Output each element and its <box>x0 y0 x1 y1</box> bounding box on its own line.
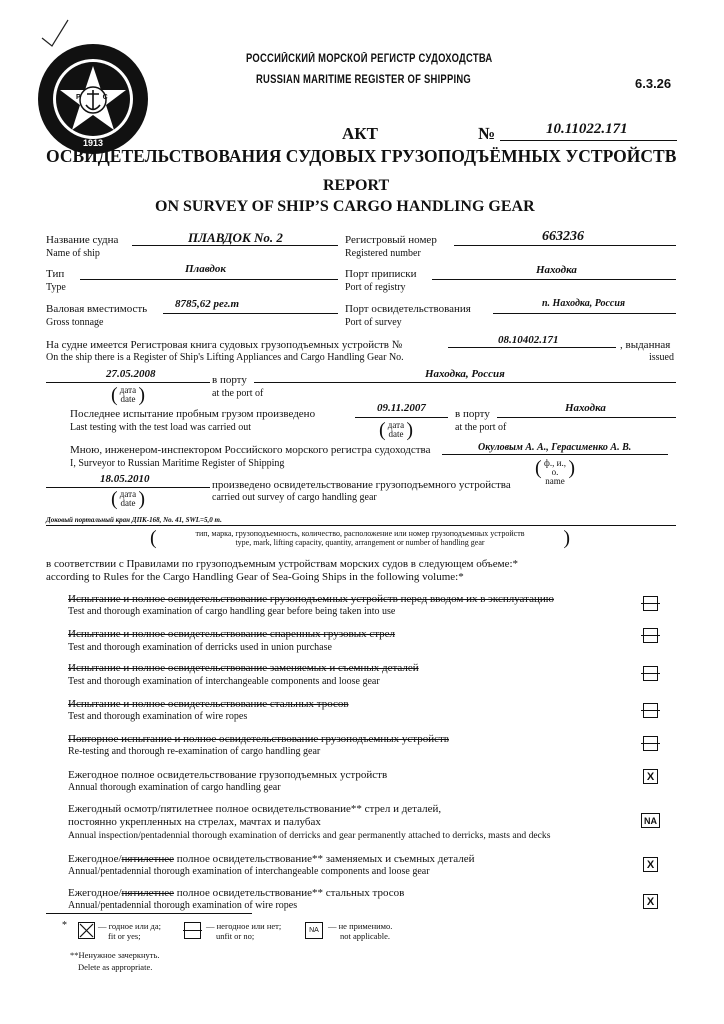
item-7-ru2: постоянно укрепленных на стрелах, мачтах и палубах <box>68 816 321 828</box>
issued-ru: , выданная <box>620 339 671 351</box>
legend-fit-text: — годное или да; fit or yes; <box>98 921 161 941</box>
port-registry-label-ru: Порт приписки <box>345 268 417 280</box>
item-5-checkbox[interactable] <box>643 736 658 751</box>
legend-note-ru: **Ненужное зачеркнуть. <box>70 950 160 960</box>
surveyor-en: I, Surveyor to Russian Maritime Register of Shipping <box>70 458 285 469</box>
register-name-en: RUSSIAN MARITIME REGISTER OF SHIPPING <box>256 74 472 86</box>
item-7-ru: Ежегодный осмотр/пятилетнее полное освидетельствование** стрел и деталей, <box>68 803 442 815</box>
item-4-en: Test and thorough examination of wire ropes <box>68 711 248 722</box>
register-book-port: Находка, Россия <box>425 368 505 380</box>
port-label-en: at the port of <box>212 388 264 399</box>
item-2-checkbox[interactable] <box>643 628 658 643</box>
item-1-en: Test and thorough examination of cargo handling gear before being taken into use <box>68 606 396 617</box>
legend-unfit-box <box>184 922 201 939</box>
port-survey-value: п. Находка, Россия <box>542 298 626 309</box>
type-label-en: Type <box>46 282 66 293</box>
item-4-ru: Испытание и полное освидетельствование стальных тросов <box>68 698 349 710</box>
legend-na-box: NA <box>305 922 323 939</box>
last-test-date: 09.11.2007 <box>377 402 426 414</box>
register-book-en: On the ship there is a Register of Ship's Lifting Appliances and Cargo Handling Gear No. <box>46 352 404 363</box>
item-2-en: Test and thorough examination of derricks used in union purchase <box>68 642 332 653</box>
item-7-en: Annual inspection/pentadennial thorough examination of derricks and gear permanently attached to derricks, masts and decks <box>68 830 551 841</box>
issued-en: issued <box>649 352 674 363</box>
item-9-checkbox[interactable]: X <box>643 894 658 909</box>
port-registry-label-en: Port of registry <box>345 282 406 293</box>
register-logo <box>36 42 150 156</box>
port-survey-label-en: Port of survey <box>345 317 402 328</box>
legend-fit-box <box>78 922 95 939</box>
port-label-ru: в порту <box>212 374 247 386</box>
tonnage-value: 8785,62 рег.т <box>175 298 240 310</box>
legend-note-en: Delete as appropriate. <box>78 962 153 972</box>
register-book-ru: На судне имеется Регистровая книга судовых грузоподъемных устройств № <box>46 339 403 351</box>
item-3-en: Test and thorough examination of interchangeable components and loose gear <box>68 676 380 687</box>
act-number: 10.11022.171 <box>546 121 628 137</box>
item-6-en: Annual thorough examination of cargo handling gear <box>68 782 281 793</box>
tonnage-label-ru: Валовая вместимость <box>46 303 148 315</box>
tonnage-label-en: Gross tonnage <box>46 317 104 328</box>
form-number: 6.3.26 <box>635 76 672 91</box>
item-3-checkbox[interactable] <box>643 666 658 681</box>
svg-text:1913: 1913 <box>82 138 104 148</box>
title-ru: ОСВИДЕТЕЛЬСТВОВАНИЯ СУДОВЫХ ГРУЗОПОДЪЁМНЫХ УСТРОЙСТВ <box>46 146 677 166</box>
ship-name-label-ru: Название судна <box>46 234 119 246</box>
item-7-checkbox[interactable]: NA <box>641 813 660 828</box>
type-label-ru: Тип <box>46 268 65 280</box>
title-en: ON SURVEY OF SHIP’S CARGO HANDLING GEAR <box>155 198 535 215</box>
item-9-ru: Ежегодное/пятилетнее полное освидетельствование** стальных тросов <box>68 887 405 899</box>
date-hint: ( дата date ) <box>116 490 140 508</box>
last-test-port: Находка <box>565 402 606 414</box>
legend-star: * <box>62 920 67 931</box>
number-sign: № <box>478 124 496 143</box>
cross-icon <box>79 923 94 938</box>
logo-initials: Р С <box>76 94 118 101</box>
report-title: REPORT <box>323 177 390 194</box>
item-8-ru: Ежегодное/пятилетнее полное освидетельствование** заменяемых и съемных деталей <box>68 853 475 865</box>
item-1-ru: Испытание и полное освидетельствование грузоподъемных устройств перед вводом их в эксплуатацию <box>68 593 554 605</box>
date-hint: ( дата date ) <box>384 421 408 439</box>
gear-hint: ( тип, марка, грузоподъемность, количество, расположение или номер грузоподъемных устройств type, mark, lifting capacity, quantity, arrangement or number of handling gear ) <box>155 529 565 547</box>
item-8-en: Annual/pentadennial thorough examination of interchangeable components and loose gear <box>68 866 430 877</box>
item-5-ru: Повторное испытание и полное освидетельствование грузоподъемных устройств <box>68 733 449 745</box>
item-4-checkbox[interactable] <box>643 703 658 718</box>
survey-done-en: carried out survey of cargo handling gear <box>212 492 377 503</box>
ship-name-value: ПЛАВДОК No. 2 <box>188 230 283 245</box>
item-2-ru: Испытание и полное освидетельствование спаренных грузовых стрел <box>68 628 396 640</box>
gear-description: Доковый портальный кран ДПК-168, No. 41, SWL=5,0 т. <box>46 516 222 524</box>
last-test-port-label-en: at the port of <box>455 422 507 433</box>
port-survey-label-ru: Порт освидетельствования <box>345 303 471 315</box>
register-name-ru: РОССИЙСКИЙ МОРСКОЙ РЕГИСТР СУДОХОДСТВА <box>246 53 493 65</box>
item-1-checkbox[interactable] <box>643 596 658 611</box>
rules-en: according to Rules for the Cargo Handling Gear of Sea-Going Ships in the following volume:* <box>46 571 464 583</box>
last-test-ru: Последнее испытание пробным грузом произведено <box>70 408 316 420</box>
survey-date: 18.05.2010 <box>100 473 150 485</box>
item-8-checkbox[interactable]: X <box>643 857 658 872</box>
register-book-date: 27.05.2008 <box>106 368 156 380</box>
last-test-port-label-ru: в порту <box>455 408 490 420</box>
register-book-number: 08.10402.171 <box>498 334 559 346</box>
surveyor-name: Окуловым А. А., Герасименко А. В. <box>478 442 632 453</box>
legend-na-text: — не применимо. not applicable. <box>328 921 393 941</box>
legend-unfit-text: — негодное или нет; unfit or no; <box>206 921 282 941</box>
item-5-en: Re-testing and thorough re-examination of cargo handling gear <box>68 746 321 757</box>
reg-number-label-ru: Регистровый номер <box>345 234 437 246</box>
item-9-en: Annual/pentadennial thorough examination of wire ropes <box>68 900 298 911</box>
reg-number-label-en: Registered number <box>345 248 421 259</box>
name-hint: ( ф., и., о. name ) <box>540 459 570 486</box>
type-value: Плавдок <box>185 263 226 275</box>
date-hint: ( дата date ) <box>116 386 140 404</box>
surveyor-ru: Мною, инженером-инспектором Российского морского регистра судоходства <box>70 444 431 456</box>
act-title: АКТ <box>342 124 378 143</box>
survey-done-ru: произведено освидетельствование грузоподъемного устройства <box>212 479 511 491</box>
reg-number-value: 663236 <box>542 229 584 244</box>
item-3-ru: Испытание и полное освидетельствование заменяемых и съемных деталей <box>68 662 419 674</box>
item-6-ru: Ежегодное полное освидетельствование грузоподъемных устройств <box>68 769 388 781</box>
rules-ru: в соответствии с Правилами по грузоподъемным устройствам морских судов в следующем объеме:* <box>46 558 519 570</box>
item-6-checkbox[interactable]: X <box>643 769 658 784</box>
ship-name-label-en: Name of ship <box>46 248 100 259</box>
port-registry-value: Находка <box>536 264 577 276</box>
last-test-en: Last testing with the test load was carried out <box>70 422 252 433</box>
